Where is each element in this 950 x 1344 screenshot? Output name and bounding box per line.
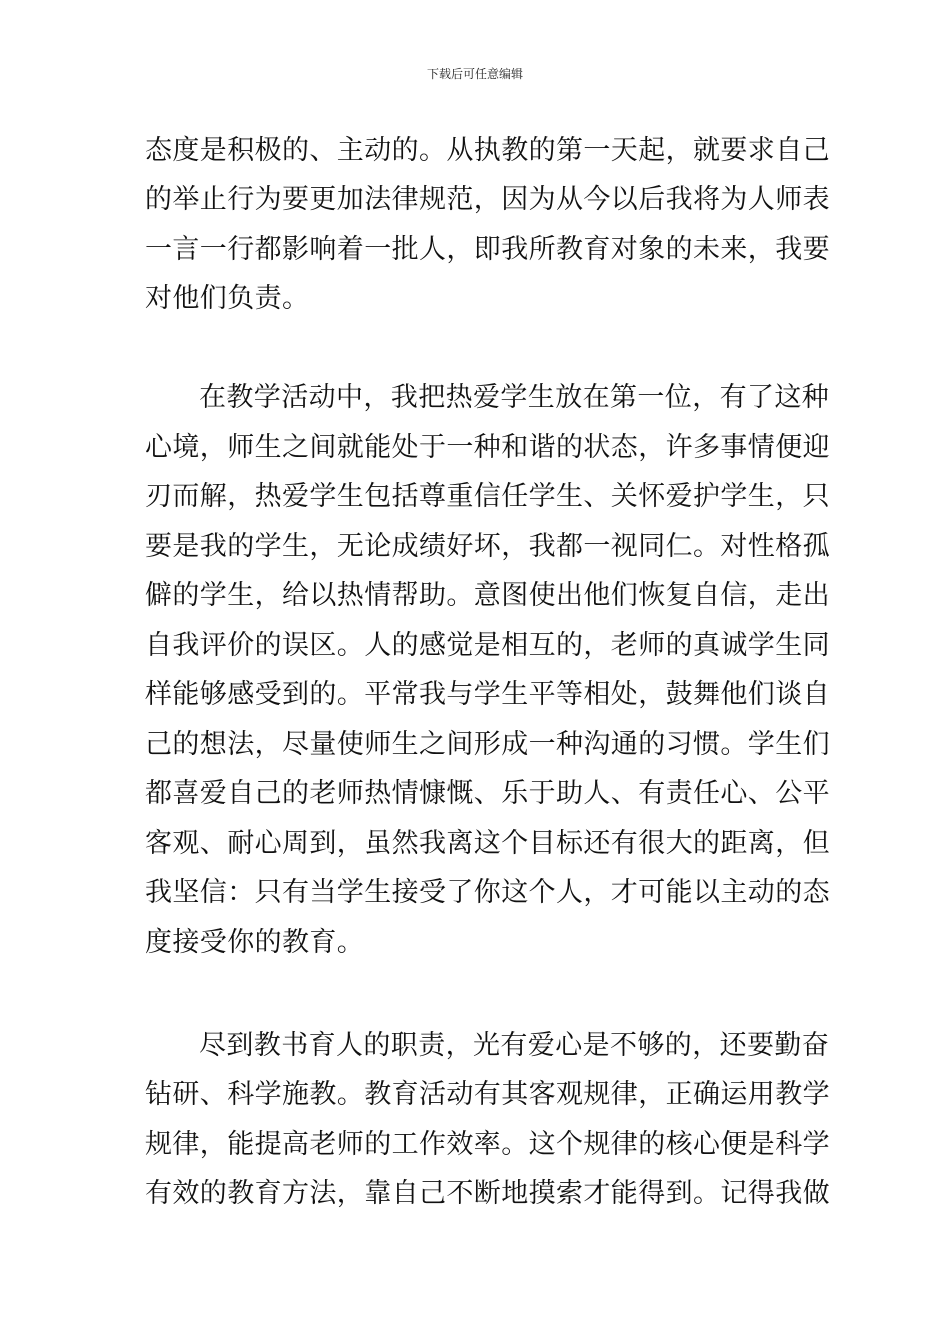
paragraph-2-line-10: 客观、耐心周到，虽然我离这个目标还有很大的距离，但 <box>145 828 830 859</box>
paragraph-2-line-11: 我坚信：只有当学生接受了你这个人，才可能以主动的态 <box>145 877 830 908</box>
paragraph-1-line-2: 的举止行为要更加法律规范，因为从今以后我将为人师表 <box>145 184 830 215</box>
paragraph-2-line-12: 度接受你的教育。 <box>145 927 365 958</box>
page-header: 下载后可任意编辑 <box>426 67 523 81</box>
paragraph-3-line-4: 有效的教育方法，靠自己不断地摸索才能得到。记得我做 <box>145 1178 830 1209</box>
paragraph-2-line-3: 刃而解，热爱学生包括尊重信任学生、关怀爱护学生，只 <box>145 481 830 512</box>
paragraph-2-line-4: 要是我的学生，无论成绩好坏，我都一视同仁。对性格孤 <box>145 531 830 562</box>
paragraph-1-line-4: 对他们负责。 <box>145 283 310 314</box>
paragraph-2-line-7: 样能够感受到的。平常我与学生平等相处，鼓舞他们谈自 <box>145 679 830 710</box>
paragraph-2-line-1: 在教学活动中，我把热爱学生放在第一位，有了这种 <box>199 382 830 413</box>
paragraph-3-line-1: 尽到教书育人的职责，光有爱心是不够的，还要勤奋 <box>199 1030 830 1061</box>
paragraph-3-line-3: 规律，能提高老师的工作效率。这个规律的核心便是科学 <box>145 1129 830 1160</box>
paragraph-1-line-1: 态度是积极的、主动的。从执教的第一天起，就要求自己 <box>145 135 830 166</box>
paragraph-2-line-8: 己的想法，尽量使师生之间形成一种沟通的习惯。学生们 <box>145 729 830 760</box>
paragraph-2-line-2: 心境，师生之间就能处于一种和谐的状态，许多事情便迎 <box>145 432 830 463</box>
paragraph-2-line-5: 僻的学生，给以热情帮助。意图使出他们恢复自信，走出 <box>145 580 830 611</box>
paragraph-2-line-6: 自我评价的误区。人的感觉是相互的，老师的真诚学生同 <box>145 630 830 661</box>
paragraph-1-line-3: 一言一行都影响着一批人，即我所教育对象的未来，我要 <box>145 234 830 265</box>
paragraph-2-line-9: 都喜爱自己的老师热情慷慨、乐于助人、有责任心、公平 <box>145 778 830 809</box>
paragraph-3-line-2: 钻研、科学施教。教育活动有其客观规律，正确运用教学 <box>145 1079 830 1110</box>
